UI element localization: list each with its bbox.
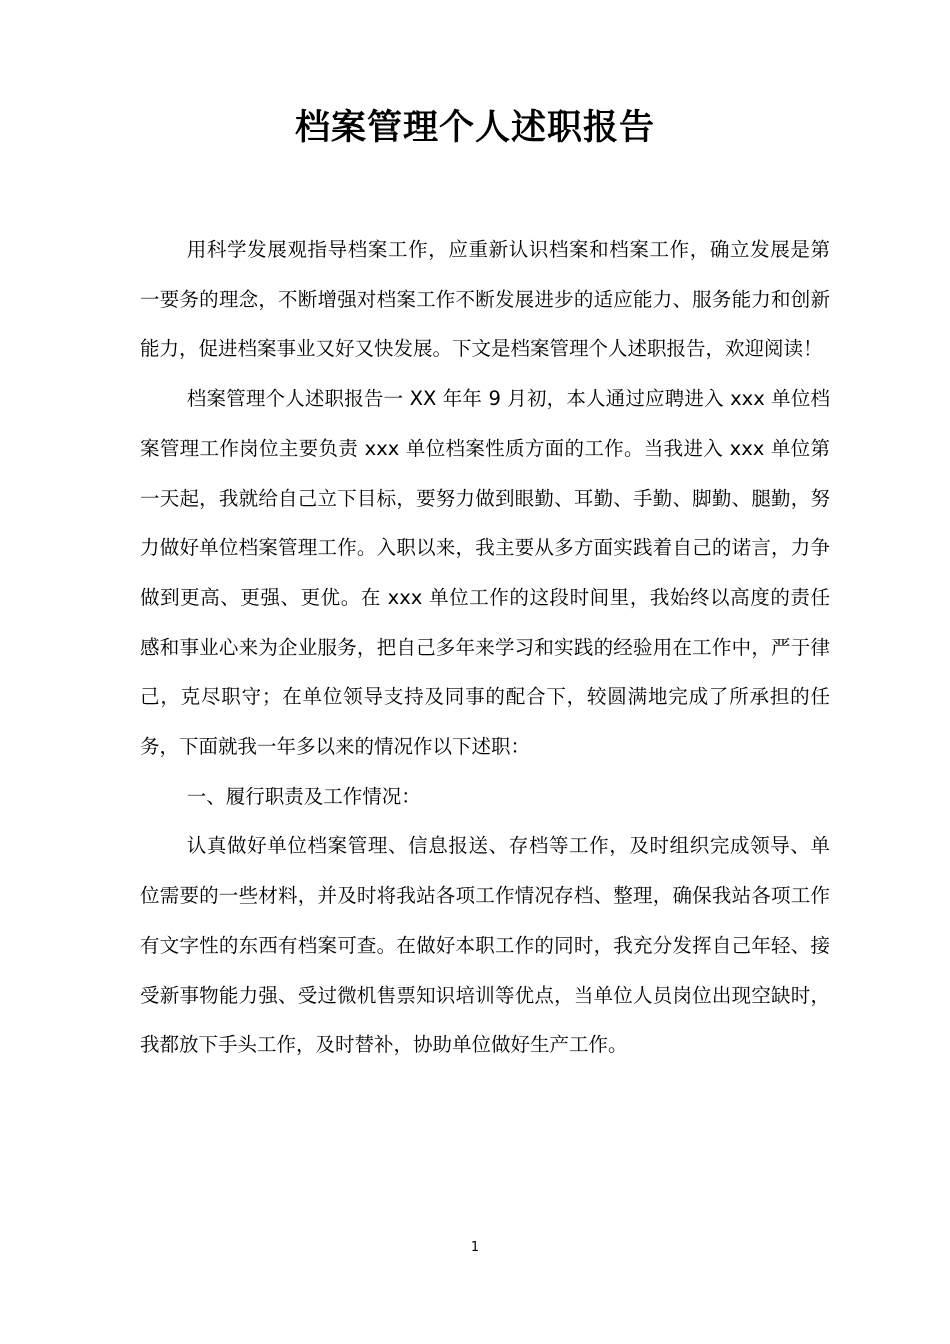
paragraph-report-one: 档案管理个人述职报告一 XX 年年 9 月初，本人通过应聘进入 xxx 单位档案管理工作岗位主要负责 xxx 单位档案性质方面的工作。当我进入 xxx 单位第一天起，我就给自己立下目标，要努力做到眼勤、耳勤、手勤、脚勤、腿勤，努力做好单位档案管理工作。入职以来，我主要从多方面实践着自己的诺言，力争做到更高、更强、更优。在 xxx 单位工作的这段时间里，我始终以高度的责任感和事业心来为企业服务，把自己多年来学习和实践的经验用在工作中，严于律己，克尽职守；在单位领导支持及同事的配合下，较圆满地完成了所承担的任务，下面就我一年多以来的情况作以下述职： <box>140 387 830 759</box>
section-heading-duties: 一、履行职责及工作情况： <box>186 784 421 808</box>
paragraph-intro: 用科学发展观指导档案工作，应重新认识档案和档案工作，确立发展是第一要务的理念，不断增强对档案工作不断发展进步的适应能力、服务能力和创新能力，促进档案事业又好又快发展。下文是档案管理个人述职报告，欢迎阅读！ <box>140 238 830 361</box>
paragraph-duties: 认真做好单位档案管理、信息报送、存档等工作，及时组织完成领导、单位需要的一些材料，并及时将我站各项工作情况存档、整理，确保我站各项工作有文字性的东西有档案可查。在做好本职工作的同时，我充分发挥自己年轻、接受新事物能力强、受过微机售票知识培训等优点，当单位人员岗位出现空缺时，我都放下手头工作，及时替补，协助单位做好生产工作。 <box>140 834 830 1057</box>
page-number: 1 <box>470 1240 480 1255</box>
document-body <box>140 225 830 1070</box>
document-title: 档案管理个人述职报告 <box>294 108 655 148</box>
